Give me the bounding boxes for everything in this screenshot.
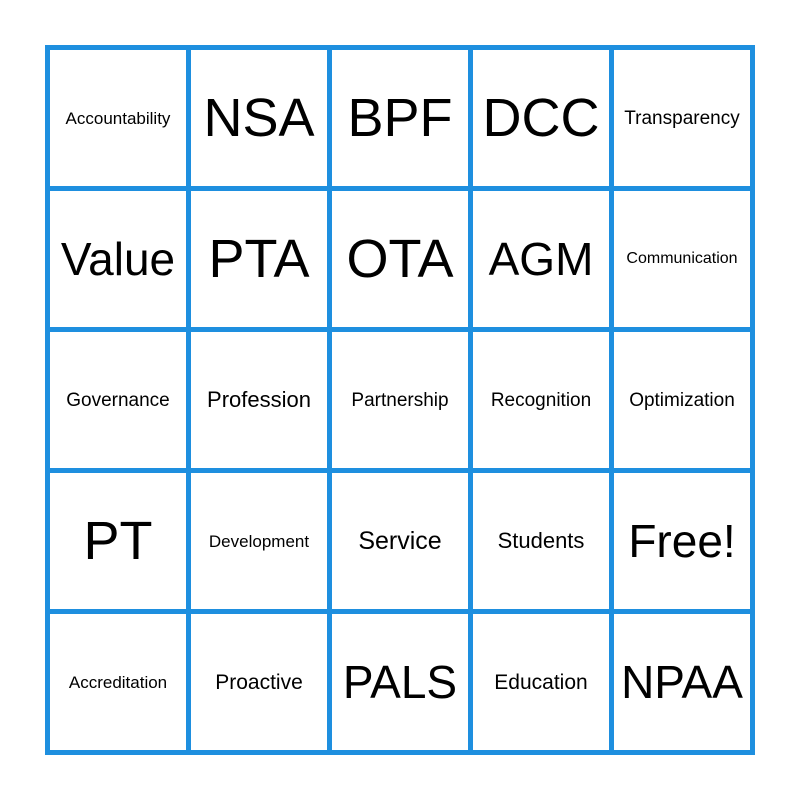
cell-label: NPAA bbox=[621, 656, 743, 708]
bingo-cell-r4-c4[interactable] bbox=[473, 473, 609, 609]
bingo-cell-r4-c3[interactable] bbox=[332, 473, 468, 609]
cell-label: Accountability bbox=[65, 108, 171, 128]
bingo-board bbox=[45, 45, 755, 755]
cell-label: NSA bbox=[203, 88, 315, 148]
bingo-cell-r5-c3[interactable] bbox=[332, 614, 468, 750]
bingo-cell-r5-c4[interactable] bbox=[473, 614, 609, 750]
cell-label: Partnership bbox=[351, 389, 449, 411]
bingo-cell-r3-c4[interactable] bbox=[473, 332, 609, 468]
bingo-cell-r1-c1[interactable] bbox=[50, 50, 186, 186]
cell-label: Recognition bbox=[490, 389, 592, 411]
cell-label: Governance bbox=[66, 389, 170, 411]
bingo-cell-r1-c2[interactable] bbox=[191, 50, 327, 186]
cell-label: Profession bbox=[207, 387, 311, 412]
bingo-cell-r2-c3[interactable] bbox=[332, 191, 468, 327]
bingo-cell-r3-c1[interactable] bbox=[50, 332, 186, 468]
bingo-cell-r1-c4[interactable] bbox=[473, 50, 609, 186]
bingo-cell-r2-c5[interactable] bbox=[614, 191, 750, 327]
cell-label: Development bbox=[208, 531, 310, 551]
cell-label: Transparency bbox=[624, 107, 740, 129]
bingo-cell-r2-c2[interactable] bbox=[191, 191, 327, 327]
bingo-cell-r4-c2[interactable] bbox=[191, 473, 327, 609]
cell-label: Value bbox=[60, 233, 176, 285]
bingo-cell-r3-c3[interactable] bbox=[332, 332, 468, 468]
cell-label: Communication bbox=[626, 250, 738, 267]
cell-label: Students bbox=[497, 528, 585, 553]
cell-label: OTA bbox=[346, 229, 454, 289]
cell-label: Proactive bbox=[215, 670, 303, 694]
cell-label: PT bbox=[83, 511, 153, 571]
bingo-cell-r4-c5[interactable] bbox=[614, 473, 750, 609]
bingo-cell-r1-c5[interactable] bbox=[614, 50, 750, 186]
cell-label: Free! bbox=[628, 515, 736, 567]
bingo-cell-r5-c5[interactable] bbox=[614, 614, 750, 750]
bingo-cell-r3-c5[interactable] bbox=[614, 332, 750, 468]
cell-label: PALS bbox=[342, 656, 458, 708]
bingo-cell-r2-c4[interactable] bbox=[473, 191, 609, 327]
bingo-cell-r2-c1[interactable] bbox=[50, 191, 186, 327]
bingo-cell-r5-c1[interactable] bbox=[50, 614, 186, 750]
cell-label: AGM bbox=[488, 233, 594, 285]
bingo-cell-r4-c1[interactable] bbox=[50, 473, 186, 609]
bingo-cell-r1-c3[interactable] bbox=[332, 50, 468, 186]
cell-label: PTA bbox=[208, 229, 310, 289]
cell-label: BPF bbox=[347, 88, 453, 148]
cell-label: Accreditation bbox=[68, 672, 168, 692]
bingo-cell-r5-c2[interactable] bbox=[191, 614, 327, 750]
bingo-cell-r3-c2[interactable] bbox=[191, 332, 327, 468]
cell-label: DCC bbox=[482, 88, 600, 148]
cell-label: Optimization bbox=[629, 389, 735, 411]
cell-label: Service bbox=[358, 526, 442, 555]
cell-label: Education bbox=[494, 670, 588, 694]
